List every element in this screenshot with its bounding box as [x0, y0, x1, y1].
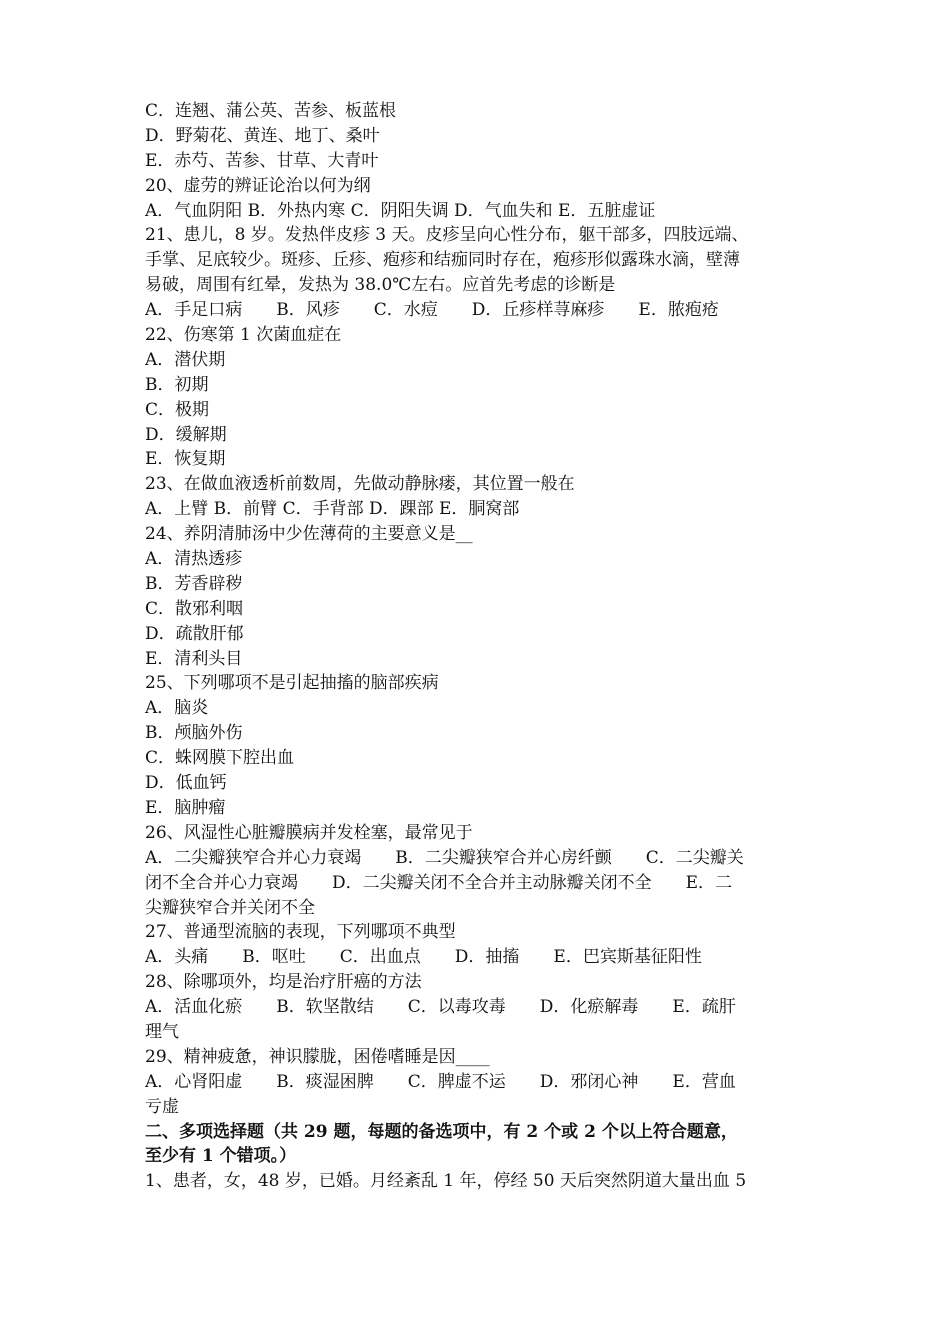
- text-line: 24、养阴清肺汤中少佐薄荷的主要意义是__: [145, 524, 473, 545]
- text-line: C．散邪利咽: [145, 598, 244, 619]
- text-line: 闭不全合并心力衰竭 D．二尖瓣关闭不全合并主动脉瓣关闭不全 E．二: [145, 872, 733, 893]
- text-line: A．清热透疹: [145, 549, 243, 570]
- text-line: 29、精神疲惫，神识朦胧，困倦嗜睡是因____: [145, 1046, 490, 1067]
- text-line: E．脑肿瘤: [145, 797, 226, 818]
- text-line: C．蛛网膜下腔出血: [145, 748, 295, 769]
- text-line: 23、在做血液透析前数周，先做动静脉瘘，其位置一般在: [145, 474, 575, 495]
- text-line: 手掌、足底较少。斑疹、丘疹、疱疹和结痂同时存在，疱疹形似露珠水滴，壁薄: [145, 250, 740, 271]
- text-line: B．颅脑外伤: [145, 723, 243, 744]
- text-line: E．恢复期: [145, 449, 226, 470]
- text-line: A．潜伏期: [145, 349, 226, 370]
- text-line: 26、风湿性心脏瓣膜病并发栓塞，最常见于: [145, 822, 473, 843]
- text-line: D．野菊花、黄连、地丁、桑叶: [145, 125, 380, 146]
- text-line: 25、下列哪项不是引起抽搐的脑部疾病: [145, 673, 439, 694]
- text-line: 20、虚劳的辨证论治以何为纲: [145, 175, 371, 196]
- text-line: 21、患儿，8 岁。发热伴皮疹 3 天。皮疹呈向心性分布，躯干部多，四肢远端、: [145, 225, 749, 246]
- text-line: A．气血阴阳 B．外热内寒 C．阴阳失调 D．气血失和 E．五脏虚证: [145, 200, 656, 221]
- text-line: 亏虚: [145, 1096, 179, 1117]
- text-line: C．极期: [145, 399, 210, 420]
- text-line: C．连翘、蒲公英、苦参、板蓝根: [145, 101, 397, 121]
- text-line: D．缓解期: [145, 424, 227, 445]
- section-heading-line: 至少有 1 个错项。）: [145, 1146, 297, 1167]
- text-line: 理气: [145, 1021, 179, 1042]
- document-page: [145, 99, 811, 1194]
- text-line: B．初期: [145, 374, 209, 395]
- text-line: 22、伤寒第 1 次菌血症在: [145, 325, 342, 346]
- text-line: B．芳香辟秽: [145, 573, 243, 594]
- text-line: 27、普通型流脑的表现，下列哪项不典型: [145, 922, 456, 943]
- text-line: A．头痛 B．呕吐 C．出血点 D．抽搐 E．巴宾斯基征阳性: [145, 947, 702, 968]
- section-heading-line: 二、多项选择题（共 29 题，每题的备选项中，有 2 个或 2 个以上符合题意，: [145, 1121, 738, 1142]
- text-line: A．二尖瓣狭窄合并心力衰竭 B．二尖瓣狭窄合并心房纤颤 C．二尖瓣关: [145, 847, 744, 868]
- text-line: D．低血钙: [145, 773, 227, 794]
- text-line: A．活血化瘀 B．软坚散结 C．以毒攻毒 D．化瘀解毒 E．疏肝: [145, 997, 736, 1018]
- text-line: E．清利头目: [145, 648, 243, 669]
- text-line: A．心肾阳虚 B．痰湿困脾 C．脾虚不运 D．邪闭心神 E．营血: [145, 1071, 736, 1092]
- text-line: A．手足口病 B．风疹 C．水痘 D．丘疹样荨麻疹 E．脓疱疮: [145, 300, 719, 321]
- text-line: E．赤芍、苦参、甘草、大青叶: [145, 150, 379, 171]
- text-line: 尖瓣狭窄合并关闭不全: [145, 897, 315, 918]
- text-line: D．疏散肝郁: [145, 623, 244, 644]
- text-line: A．上臂 B．前臂 C．手背部 D．踝部 E．胴窝部: [145, 499, 520, 520]
- text-line: 1、患者，女，48 岁，已婚。月经紊乱 1 年，停经 50 天后突然阴道大量出血 5: [145, 1171, 747, 1192]
- text-line: 28、除哪项外，均是治疗肝癌的方法: [145, 972, 422, 993]
- text-line: 易破，周围有红晕，发热为 38.0℃左右。应首先考虑的诊断是: [145, 275, 616, 296]
- text-line: A．脑炎: [145, 698, 209, 719]
